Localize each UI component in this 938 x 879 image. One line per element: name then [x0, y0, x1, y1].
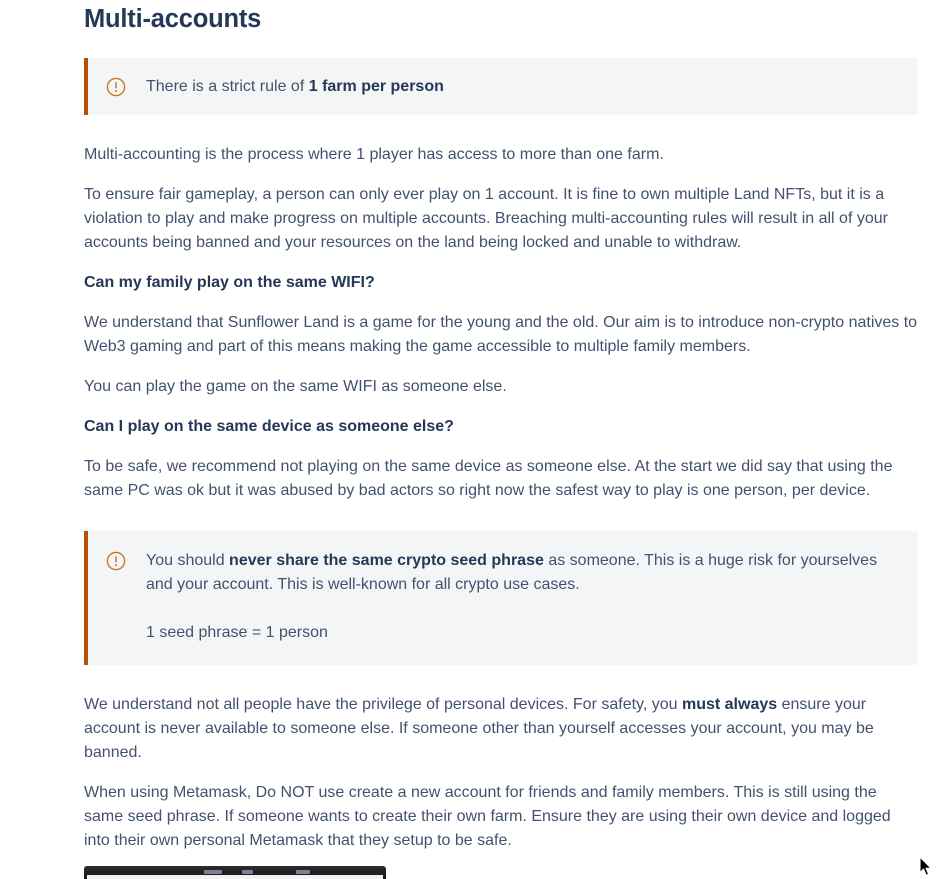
article-content	[84, 0, 918, 853]
paragraph-personal-devices	[84, 693, 918, 765]
callout-seed-tail: as someone. This is a huge risk for yourselves and your account. This is well-known for all crypto use cases.	[146, 552, 878, 593]
callout-seed-phrase	[84, 531, 918, 665]
page-title: Multi-accounts	[84, 5, 262, 33]
media-viewport	[87, 875, 383, 879]
embedded-screenshot-media[interactable]	[84, 866, 386, 879]
paragraph-definition: Multi-accounting is the process where 1 player has access to more than one farm.	[84, 146, 664, 163]
exclamation-circle-icon	[104, 75, 128, 99]
callout-strict-rule-lead: There is a strict rule of	[146, 77, 309, 95]
paragraph-personal-devices-emphasis: must always	[681, 696, 778, 713]
exclamation-circle-icon	[104, 549, 128, 573]
callout-seed-phrase-line2: 1 seed phrase = 1 person	[146, 624, 328, 641]
paragraph-metamask-guidance: When using Metamask, Do NOT use create a new account for friends and family members. This is still using the same seed phrase. If someone wants to create their own farm. Ensure they are using their own device and logged into their own personal Metamask that they setup to be safe.	[84, 784, 891, 849]
callout-seed-emphasis: never share the same crypto seed phrase	[229, 552, 544, 569]
callout-seed-phrase-line1	[146, 549, 902, 597]
paragraph-one-person-per-device: To be safe, we recommend not playing on the same device as someone else. At the start we did say that using the same PC was ok but it was abused by bad actors so right now the safest way to play is one person, per device.	[84, 458, 893, 499]
callout-seed-phrase-body	[146, 549, 902, 645]
media-chip-3	[296, 870, 310, 874]
media-chip-2	[242, 870, 253, 874]
media-chip-1	[204, 870, 222, 874]
paragraph-personal-devices-lead: We understand not all people have the privilege of personal devices. For safety, you	[84, 696, 682, 713]
paragraph-same-wifi-ok: You can play the game on the same WIFI as someone else.	[84, 378, 507, 395]
mouse-cursor	[919, 856, 933, 877]
paragraph-sunflower-land-audience: We understand that Sunflower Land is a game for the young and the old. Our aim is to introduce non-crypto natives to Web3 gaming and part of this means making the game accessible to multiple family members.	[84, 314, 918, 355]
callout-seed-lead: You should	[146, 552, 230, 569]
callout-strict-rule-body	[146, 75, 902, 99]
paragraph-personal-devices-tail: ensure your account is never available to someone else. If someone other than yourself accesses your account, you may be banned.	[84, 696, 874, 761]
callout-strict-rule	[84, 58, 918, 115]
callout-strict-rule-emphasis: 1 farm per person	[308, 77, 444, 95]
subheading-family-wifi: Can my family play on the same WIFI?	[84, 274, 375, 291]
subheading-same-device: Can I play on the same device as someone else?	[84, 418, 454, 435]
paragraph-fair-gameplay: To ensure fair gameplay, a person can only ever play on 1 account. It is fine to own multiple Land NFTs, but it is a violation to play and make progress on multiple accounts. Breaching multi-accounting rules will result in all of your accounts being banned and your resources on the land being locked and unable to withdraw.	[84, 186, 888, 251]
